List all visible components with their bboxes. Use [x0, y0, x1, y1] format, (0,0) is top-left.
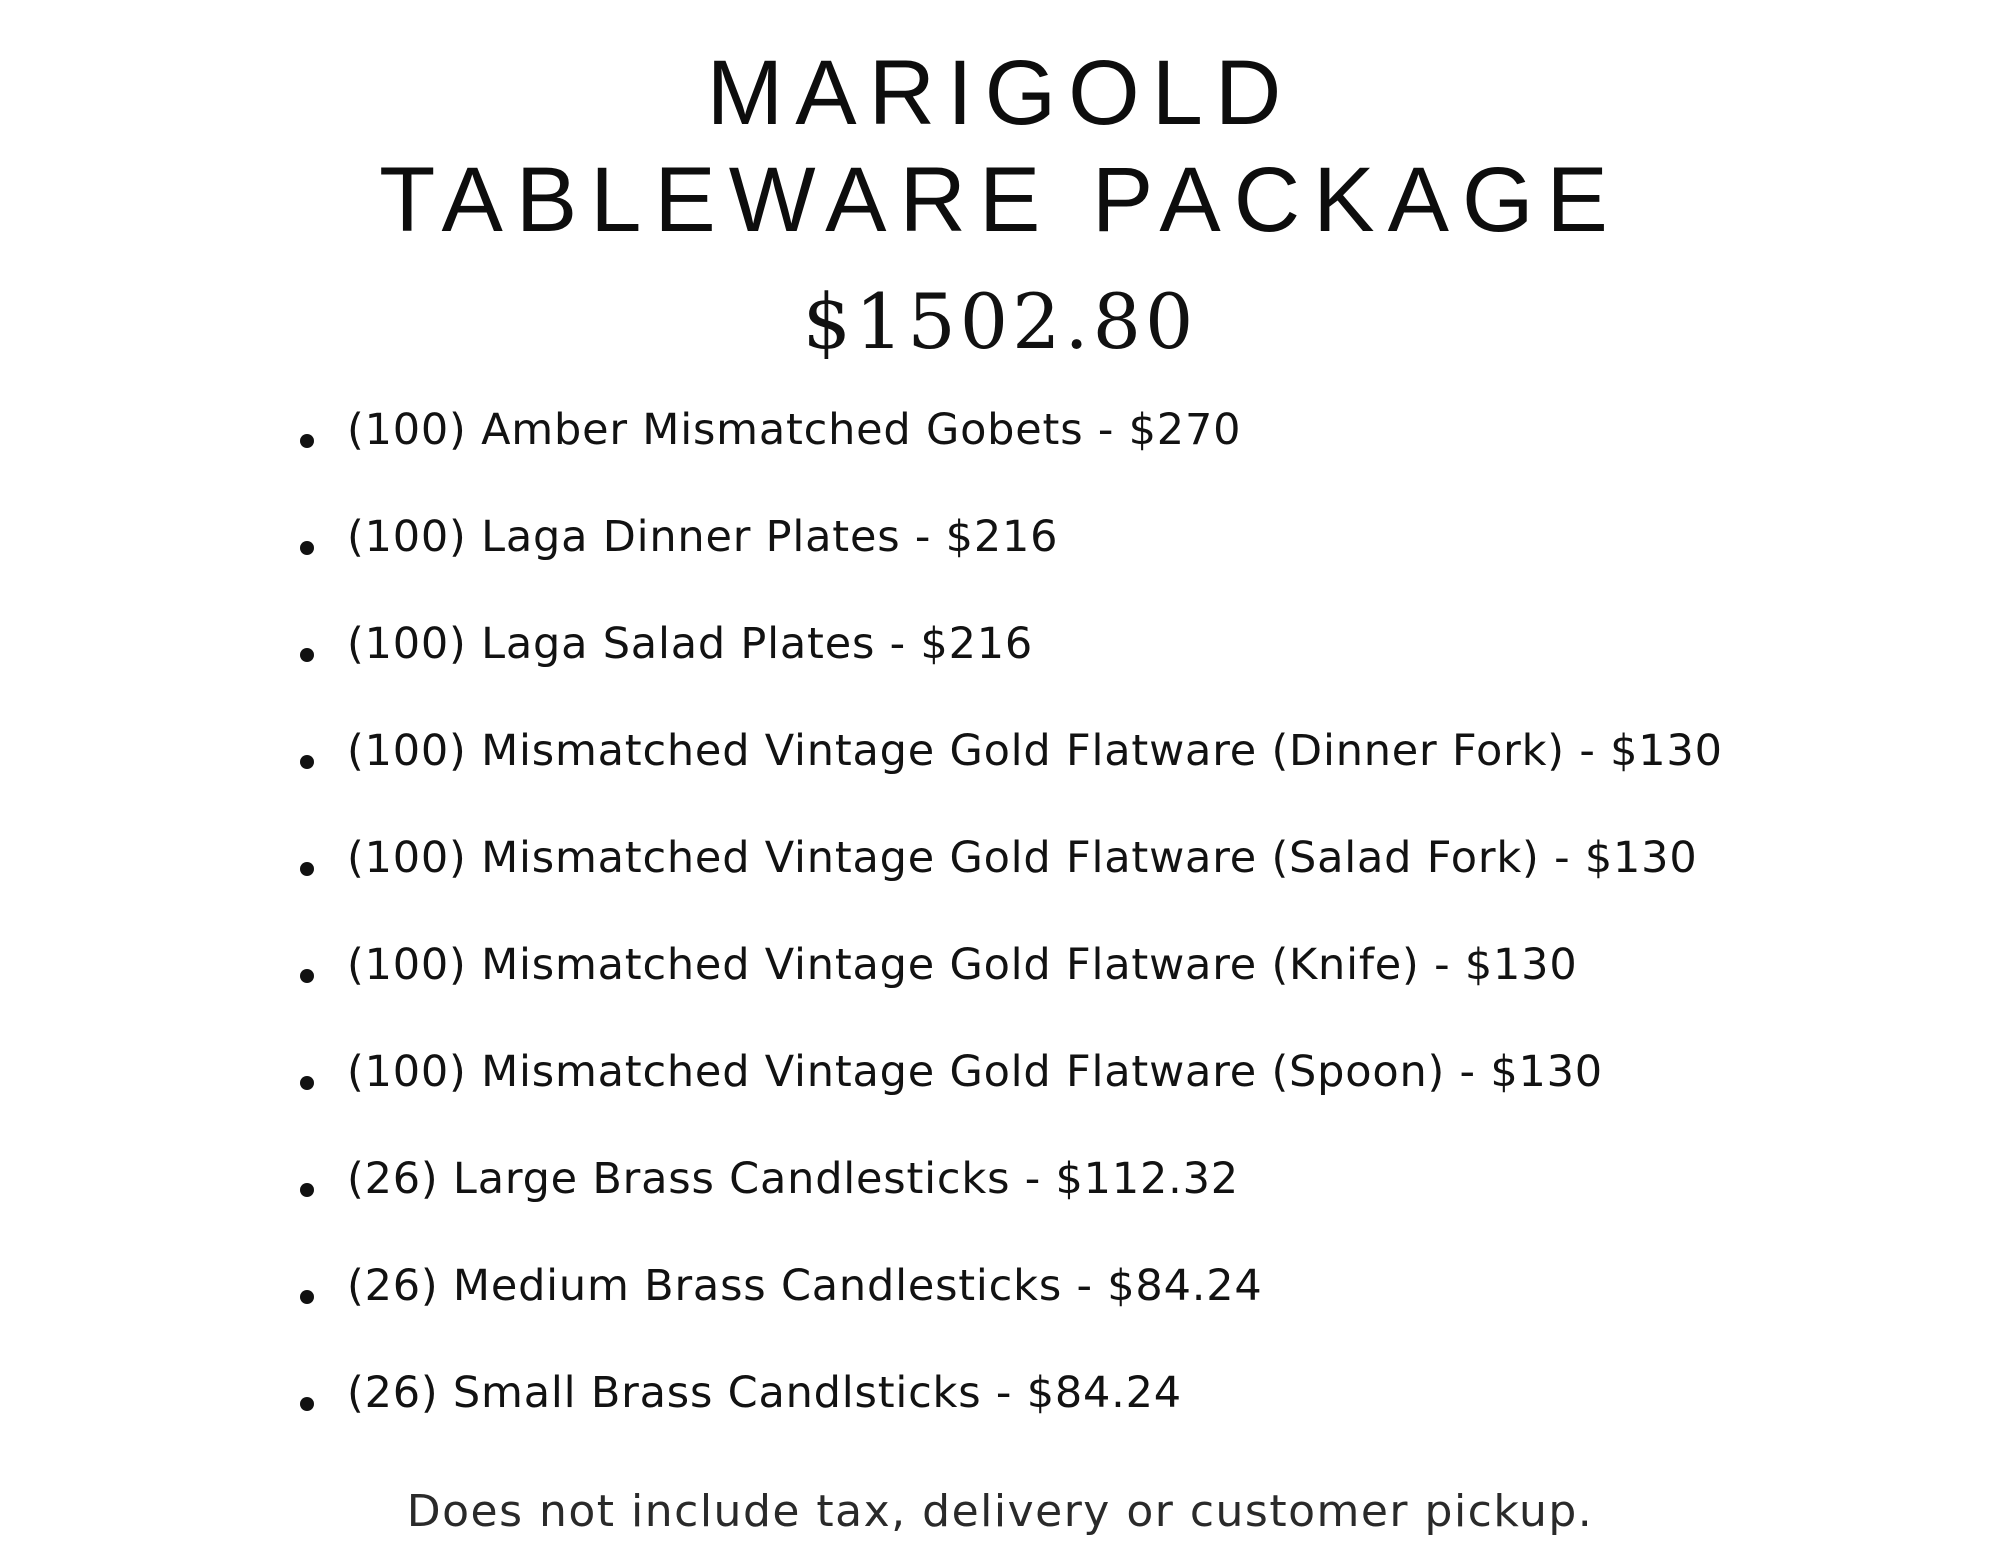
bullet-icon [300, 755, 314, 769]
list-item [300, 726, 1723, 836]
item-text: (100) Mismatched Vintage Gold Flatware (Knife) - $130 [347, 940, 1578, 990]
bullet-icon [300, 648, 314, 662]
item-text: (26) Small Brass Candlsticks - $84.24 [347, 1368, 1182, 1418]
item-text: (26) Large Brass Candlesticks - $112.32 [347, 1154, 1239, 1204]
disclaimer-footnote: Does not include tax, delivery or customer pickup. [406, 1486, 1594, 1537]
list-item [300, 1261, 1723, 1371]
bullet-icon [300, 1076, 314, 1090]
package-total-price: $1502.80 [802, 277, 1198, 366]
list-item [300, 1368, 1723, 1478]
bullet-icon [300, 1397, 314, 1411]
bullet-icon [300, 862, 314, 876]
list-item [300, 940, 1723, 1050]
bullet-icon [300, 969, 314, 983]
list-item [300, 405, 1723, 515]
item-text: (100) Mismatched Vintage Gold Flatware (Spoon) - $130 [347, 1047, 1603, 1097]
item-text: (100) Laga Salad Plates - $216 [347, 619, 1034, 669]
package-title-line-2: TABLEWARE PACKAGE [379, 149, 1621, 251]
item-text: (100) Laga Dinner Plates - $216 [347, 512, 1059, 562]
bullet-icon [300, 434, 314, 448]
bullet-icon [300, 541, 314, 555]
list-item [300, 619, 1723, 729]
bullet-icon [300, 1290, 314, 1304]
item-text: (26) Medium Brass Candlesticks - $84.24 [347, 1261, 1263, 1311]
item-text: (100) Mismatched Vintage Gold Flatware (Salad Fork) - $130 [347, 833, 1698, 883]
list-item [300, 1047, 1723, 1157]
package-title-line-1: MARIGOLD [706, 42, 1294, 144]
item-text: (100) Mismatched Vintage Gold Flatware (Dinner Fork) - $130 [347, 726, 1723, 776]
bullet-icon [300, 1183, 314, 1197]
item-text: (100) Amber Mismatched Gobets - $270 [347, 405, 1242, 455]
package-item-list [300, 405, 1723, 1478]
list-item [300, 512, 1723, 622]
list-item [300, 1154, 1723, 1264]
list-item [300, 833, 1723, 943]
